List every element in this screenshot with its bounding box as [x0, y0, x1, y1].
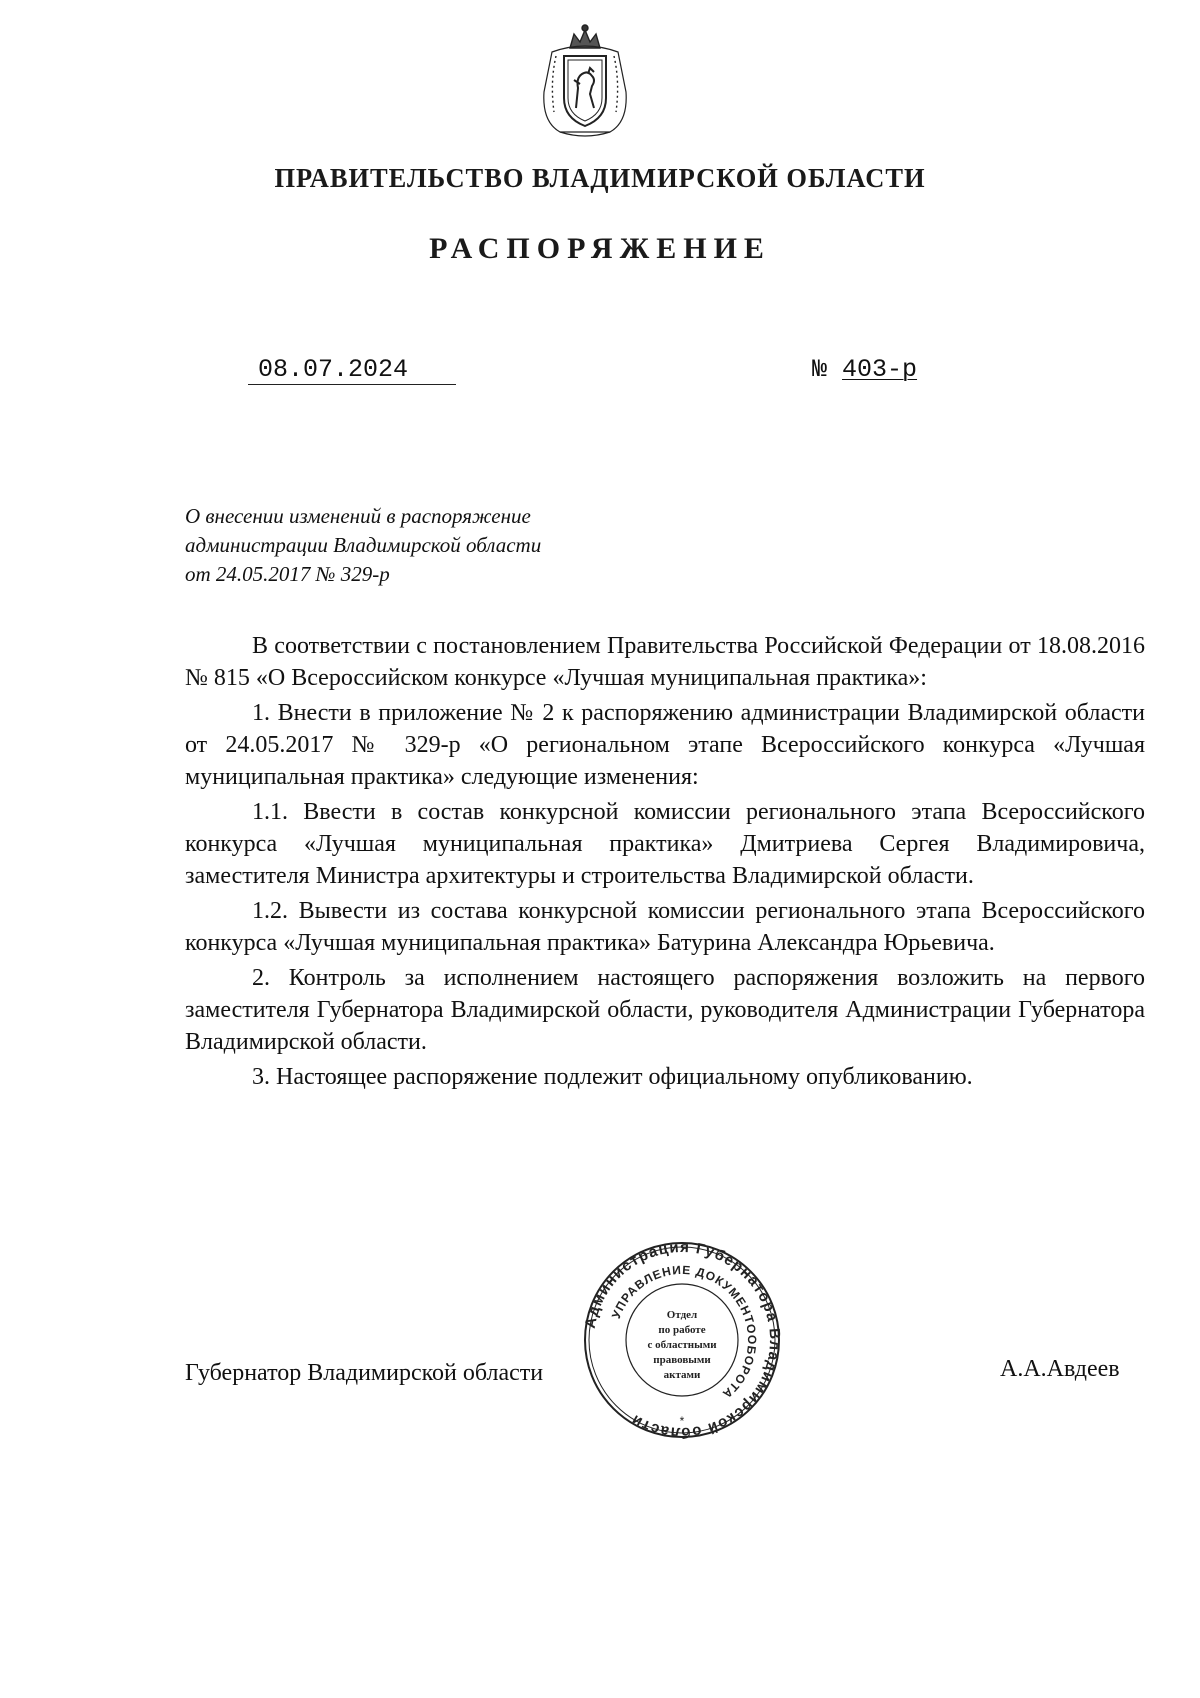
document-subject [185, 502, 645, 589]
stamp-center-line: с областными [647, 1339, 717, 1351]
item-paragraph: 3. Настоящее распоряжение подлежит официальному опубликованию. [252, 1064, 973, 1090]
stamp-center-line: Отдел [666, 1309, 698, 1321]
document-number [812, 356, 917, 384]
official-stamp [582, 1240, 782, 1440]
subject-line: от 24.05.2017 № 329-р [185, 562, 390, 586]
stamp-outer-text: Администрация Губернатора Владимирской области [582, 1240, 782, 1440]
stamp-center-line: по работе [658, 1324, 706, 1336]
subject-line: администрации Владимирской области [185, 533, 542, 557]
signatory-role: Губернатор Владимирской области [185, 1360, 544, 1386]
stamp-middle-text: УПРАВЛЕНИЕ ДОКУМЕНТООБОРОТА [608, 1262, 760, 1402]
stamp-center-line: актами [663, 1369, 701, 1381]
document-body [185, 630, 1145, 1096]
item-paragraph: 1.1. Ввести в состав конкурсной комиссии регионального этапа Всероссийского конкурса «Лучшая муниципальная практика» Дмитриева Сергея Владимировича, заместителя Министра архитектуры и строительства Владимирской области. [185, 799, 1145, 889]
coat-of-arms-icon [530, 22, 640, 140]
item-paragraph: 2. Контроль за исполнением настоящего распоряжения возложить на первого заместителя Губернатора Владимирской области, руководителя Администрации Губернатора Владимирской области. [185, 965, 1145, 1055]
stamp-star-icon: * [679, 1414, 685, 1428]
signatory-name: А.А.Авдеев [1000, 1356, 1120, 1382]
item-paragraph: 1.2. Вывести из состава конкурсной комиссии регионального этапа Всероссийского конкурса «Лучшая муниципальная практика» Батурина Александра Юрьевича. [185, 898, 1145, 956]
subject-line: О внесении изменений в распоряжение [185, 504, 531, 528]
number-sign: № [812, 355, 828, 384]
stamp-center-line: правовыми [653, 1354, 711, 1366]
document-date: 08.07.2024 [248, 356, 456, 385]
organization-title: ПРАВИТЕЛЬСТВО ВЛАДИМИРСКОЙ ОБЛАСТИ [274, 163, 926, 193]
item-paragraph: 1. Внести в приложение № 2 к распоряжению администрации Владимирской области от 24.05.2017 № 329-р «О региональном этапе Всероссийского конкурса «Лучшая муниципальная практика» следующие изменения: [185, 700, 1145, 790]
number-value: 403-р [842, 355, 918, 384]
preamble-paragraph: В соответствии с постановлением Правительства Российской Федерации от 18.08.2016 № 815 «О Всероссийском конкурсе «Лучшая муниципальная практика»: [185, 633, 1145, 691]
document-type-title: РАСПОРЯЖЕНИЕ [429, 232, 771, 265]
